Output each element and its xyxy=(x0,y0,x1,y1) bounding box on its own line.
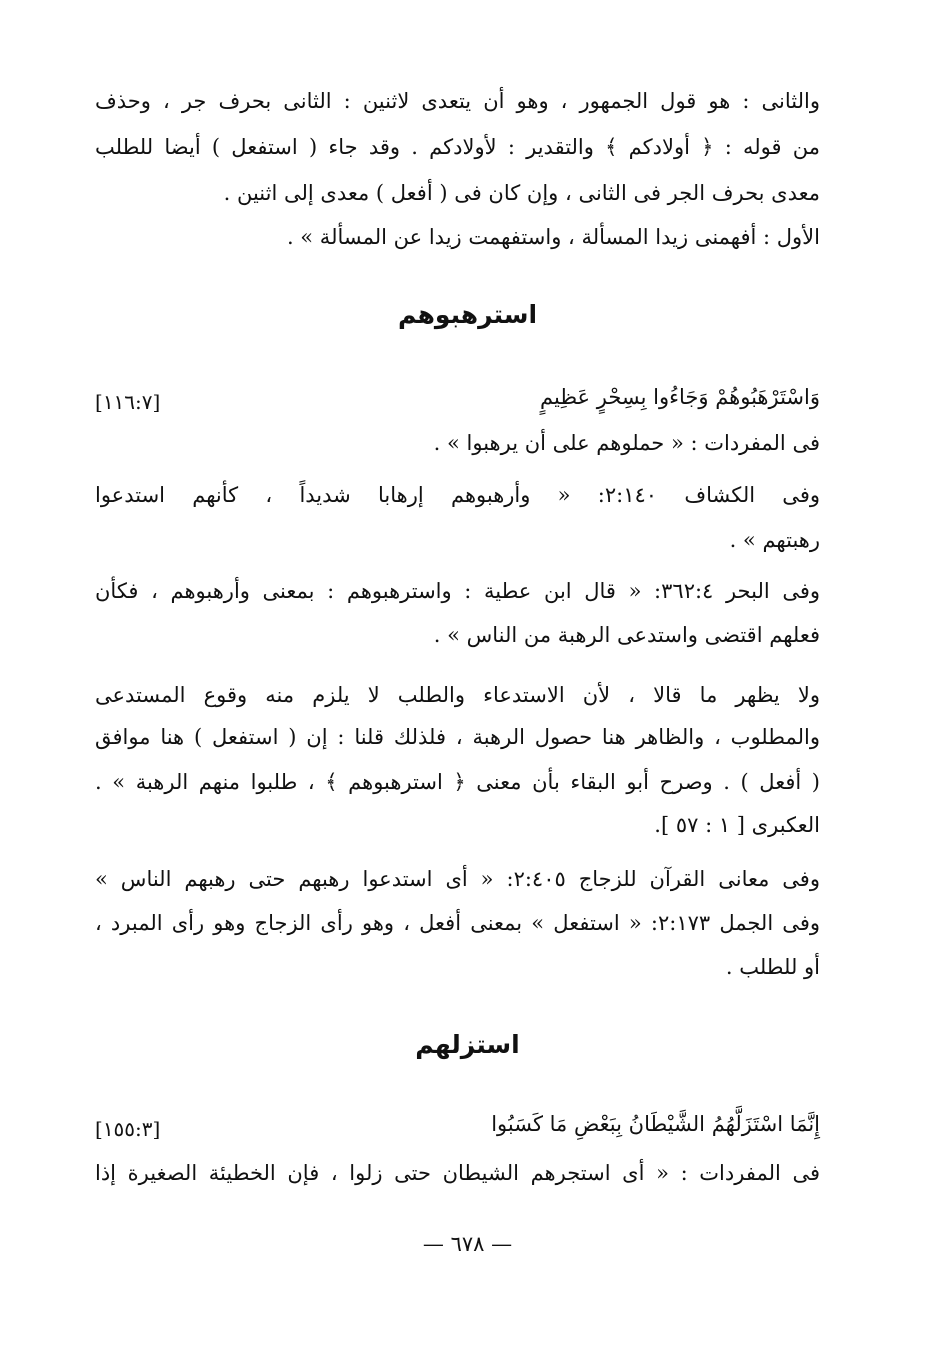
text-line: الأول : أفهمنى زيدا المسألة ، واستفهمت زيدا عن المسألة » . xyxy=(286,225,820,249)
text-line: فى المفردات : « أى استجرهم الشيطان حتى زلوا ، فإن الخطيئة الصغيرة إذا xyxy=(95,1161,820,1185)
text-line: فعلهم اقتضى واستدعى الرهبة من الناس » . xyxy=(433,623,820,647)
text-line: ( أفعل ) . وصرح أبو البقاء بأن معنى ﴿ استرهبوهم ﴾ ، طلبوا منهم الرهبة » . xyxy=(95,770,820,794)
text-line: من قوله : ﴿ أولادكم ﴾ والتقدير : لأولادكم . وقد جاء ( استفعل ) أيضا للطلب xyxy=(95,135,820,159)
text-line: وفى البحر ٣٦٢:٤: « قال ابن عطية : واسترهبوهم : بمعنى وأرهبوهم ، فكأن xyxy=(95,579,820,603)
text-line: والمطلوب ، والظاهر هنا حصول الرهبة ، فلذلك قلنا : إن ( استفعل ) هنا موافق xyxy=(95,725,820,749)
text-line: العكبرى [ ١ : ٥٧ ]. xyxy=(654,813,820,837)
verse-reference: [١١٦:٧] xyxy=(95,390,161,414)
page-number: — ٦٧٨ — xyxy=(422,1232,513,1256)
quran-verse: وَاسْتَرْهَبُوهُمْ وَجَاءُوا بِسِحْرٍ عَظِيمٍ xyxy=(540,385,820,409)
text-line: وفى الجمل ٢:١٧٣: « استفعل » بمعنى أفعل ، وهو رأى الزجاج وهو رأى المبرد ، xyxy=(95,911,820,935)
text-line: ولا يظهر ما قالا ، لأن الاستدعاء والطلب لا يلزم منه وقوع المستدعى xyxy=(95,683,820,707)
section-heading: استرهبوهم xyxy=(397,300,538,329)
text-line: فى المفردات : « حملوهم على أن يرهبوا » . xyxy=(433,431,820,455)
text-line: رهبتهم » . xyxy=(729,528,820,552)
quran-verse: إِنَّمَا اسْتَزَلَّهُمُ الشَّيْطَانُ بِبَعْضِ مَا كَسَبُوا xyxy=(491,1112,820,1136)
section-heading: استزلهم xyxy=(415,1030,520,1059)
text-line: وفى معانى القرآن للزجاج ٢:٤٠٥: « أى استدعوا رهبهم حتى رهبهم الناس » xyxy=(95,867,820,891)
text-line: معدى بحرف الجر فى الثانى ، وإن كان فى ( أفعل ) معدى إلى اثنين . xyxy=(223,181,820,205)
text-line: أو للطلب . xyxy=(725,955,820,979)
text-line: والثانى : هو قول الجمهور ، وهو أن يتعدى لاثنين : الثانى بحرف جر ، وحذف xyxy=(95,89,820,113)
text-line: وفى الكشاف ٢:١٤٠: « وأرهبوهم إرهابا شديداً ، كأنهم استدعوا xyxy=(95,483,820,507)
verse-reference: [١٥٥:٣] xyxy=(95,1117,161,1141)
